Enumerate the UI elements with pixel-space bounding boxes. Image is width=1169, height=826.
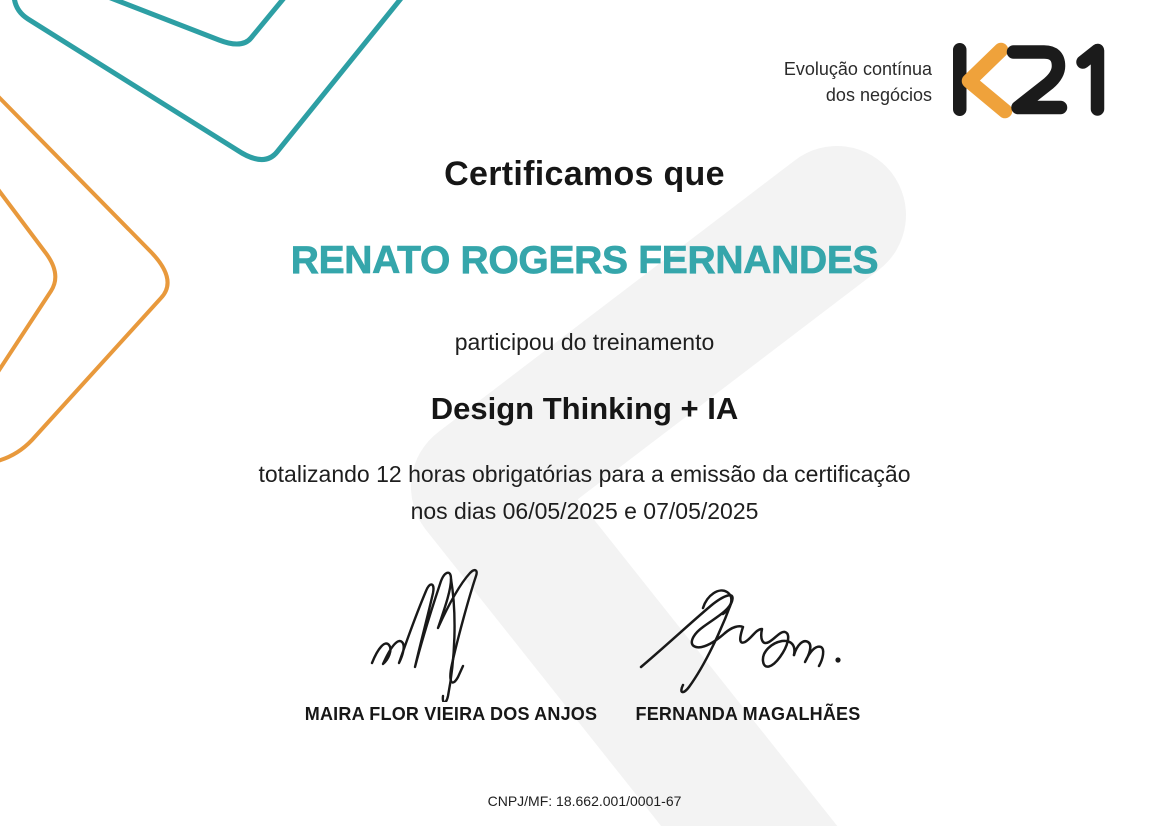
- signature-scribble-right: [633, 583, 848, 695]
- tagline-line-1: Evolução contínua: [783, 59, 932, 79]
- teal-chevron-inner-icon: [85, 0, 303, 44]
- participation-text: participou do treinamento: [454, 329, 715, 355]
- dates-text: nos dias 06/05/2025 e 07/05/2025: [410, 498, 759, 524]
- k21-logo: [950, 41, 1110, 119]
- signer-name-right: FERNANDA MAGALHÃES: [635, 704, 861, 724]
- course-title: Design Thinking + IA: [430, 391, 739, 426]
- teal-chevron-outer-icon: [14, 0, 424, 160]
- signature-scribble-left: [358, 560, 498, 702]
- hours-text: totalizando 12 horas obrigatórias para a emissão da certificação: [258, 461, 911, 487]
- logo-digit-2: [1014, 52, 1061, 108]
- brand-tagline: [784, 56, 932, 108]
- logo-digit-1: [1083, 51, 1098, 110]
- signer-name-left: MAIRA FLOR VIEIRA DOS ANJOS: [304, 704, 598, 724]
- logo-k-chevron-icon: [969, 50, 1005, 111]
- signature-dot: [835, 657, 840, 662]
- recipient-name: RENATO ROGERS FERNANDES: [290, 239, 879, 282]
- tagline-line-2: dos negócios: [825, 85, 932, 105]
- cnpj-footer: CNPJ/MF: 18.662.001/0001-67: [487, 793, 682, 809]
- certificate-heading: Certificamos que: [444, 155, 725, 193]
